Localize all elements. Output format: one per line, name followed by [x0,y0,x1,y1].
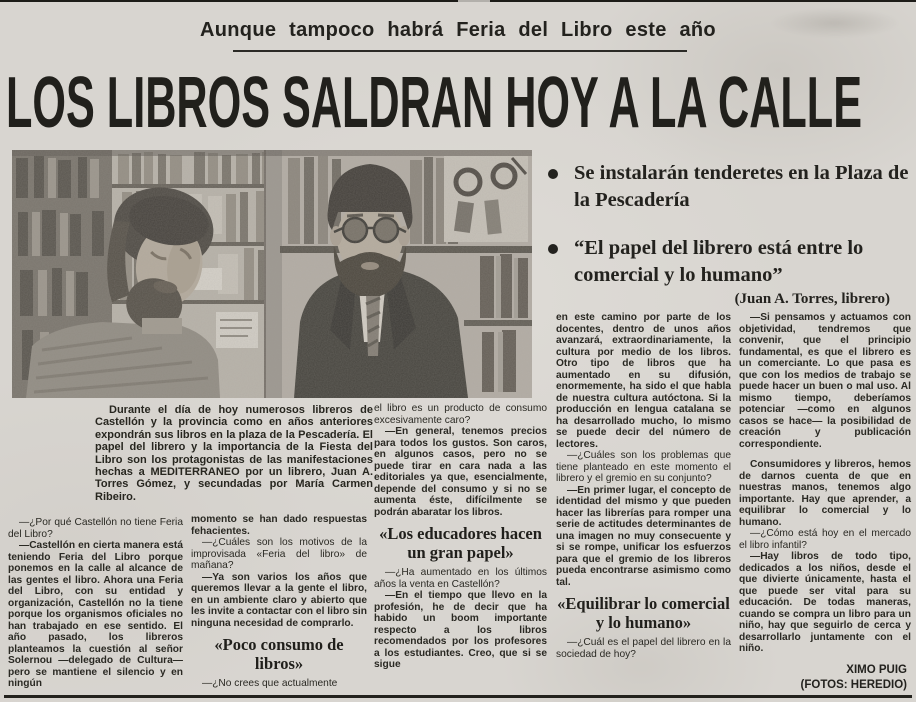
interview-question: —¿Cuáles son los problemas que tiene planteado en este momento el librero y el gremio en su conjunto? [556,450,731,484]
interview-question: —¿Ha aumentado en los últimos años la venta en Castellón? [374,567,547,590]
article-column-3 [374,403,547,671]
interview-answer: —Ya son varios los años que queremos llevar a la gente el libro, en un ambiente claro y abierto que les invite a contactar con el libro sin ninguna necesidad de comprarlo. [191,571,367,629]
interview-question: —¿Cuáles son los motivos de la improvisada «Feria del libro» de mañana? [191,537,367,571]
byline-line: (FOTOS: HEREDIO) [800,678,907,691]
article-column-2 [191,514,367,690]
section-subhead: «Los educadores hacen un gran papel» [379,524,542,562]
highlight-text: “El papel del librero está entre lo comercial y lo humano” [574,237,864,286]
article-column-5 [739,312,911,693]
article-column-4 [556,312,731,660]
highlight-item [548,235,910,289]
interview-answer: —Hay libros de todo tipo, dedicados a los niños, desde el que divierte únicamente, hasta el que puede ser vital para su educación. De todas maneras, cuando se compra un libro para un niño, hay que seguirlo de cerca y desarrollarlo juntamente con el niño. [739,551,911,654]
byline-line: XIMO PUIG [846,663,907,676]
interview-question: —¿Por qué Castellón no tiene Feria del Libro? [8,517,183,540]
bullet-icon [548,169,558,179]
article-photo [12,150,532,398]
interview-answer: —Castellón en cierta manera está teniendo Feria del Libro porque ponemos en la calle al alcance de las gentes el libro. Ahora una Feria del Libro, con su entidad y organización, Castellón no la tiene porque los organismos oficiales no han trabajado en ese sentido. El año pasado, los libreros planteamos la cuestión al señor Solernou —delegado de Cultura— pero se mantiene el silencio y en ningún [8,540,183,689]
highlight-text: Se instalarán tenderetes en la Plaza de la Pescadería [574,162,909,211]
lede-text: Durante el día de hoy numerosos libreros de Castellón y la provincia como en años anteriores expondrán sus libros en la plaza de la Pescadería. El papel del librero y la importancia de la Fiesta del Libro son los protagonistas de las manifestaciones hechas a MEDITERRANEO por un librero, Juan A. Torres Gómez, y secundadas por María Carmen Ribeiro. [95,404,373,503]
interview-answer: —En general, tenemos precios para todos los gustos. Son caros, en algunos casos, pero no se puede tirar en cara nada a las editoriales ya que, esencialmente, depende del consumo y si no se aumenta éste, difícilmente se podrán abaratar los libros. [374,426,547,518]
interview-answer: —Si pensamos y actuamos con objetividad, tendremos que convenir, que el principio fundamental, es que el librero es un comerciante. Lo que pasa es que con los medios de trabajo se puede hacer un buen o mal uso. Al mismo tiempo, deberíamos potenciar —como en algunos casos se hace— la posibilidad de creación y publicación correspondiente. [739,312,911,450]
halftone-grain-overlay [12,150,532,398]
interview-question: el libro es un producto de consumo excesivamente caro? [374,403,547,426]
bookstore-photo-illustration [12,150,532,398]
highlights-panel [548,160,910,308]
top-edge-rule [0,0,916,2]
interview-answer: en este camino por parte de los docentes, dentro de unos años avanzará, extraordinariamente, la cultura por medio de los libros. Otro tipo de libros que ha aumentado en su difusión, enormemente, ha sido el que habla de nuestra cultura autóctona. Si la producción en lengua catalana se ha desarrollado mucho, lo mismo se puede decir del número de lectores. [556,312,731,450]
kicker-underline [233,50,687,52]
section-subhead: «Poco consumo de libros» [214,635,344,673]
interview-question: —¿No crees que actualmente [202,678,338,689]
bottom-rule [4,695,912,698]
byline [739,663,911,693]
kicker-headline: Aunque tampoco habrá Feria del Libro este año [200,19,716,41]
article-column-1 [8,517,183,690]
lede-paragraph [95,404,373,503]
interview-question: —¿Cómo está hoy en el mercado el libro infantil? [739,528,911,551]
main-headline: LOS LIBROS SALDRAN HOY A LA CALLE [6,63,863,143]
interview-answer: Consumidores y libreros, hemos de darnos cuenta de que en nuestras manos, tenemos algo importante. Hay que aprender, a equilibrar lo comercial y lo humano. [739,459,911,528]
interview-answer: momento se han dado respuestas fehacientes. [191,514,367,537]
interview-answer: —En primer lugar, el concepto de identidad del mismo y que pueden hacer las librerías para romper una serie de actitudes determinantes de una imagen no muy consecuente y si se rompe, unificar los esfuerzos para que el gremio de los libreros pueda encontrarse asimismo como tal. [556,484,731,588]
highlight-item [548,160,910,214]
interview-answer: —En el tiempo que llevo en la profesión, he de decir que ha habido un boom importante respecto a los libros recomendados por los profesores a los estudiantes. Creo, que si se sigue [374,590,547,670]
interview-question: —¿Cuál es el papel del librero en la sociedad de hoy? [556,637,731,660]
section-subhead: «Equilibrar lo comercial y lo humano» [557,594,730,632]
bullet-icon [548,244,558,254]
highlight-attribution: (Juan A. Torres, librero) [734,291,890,307]
